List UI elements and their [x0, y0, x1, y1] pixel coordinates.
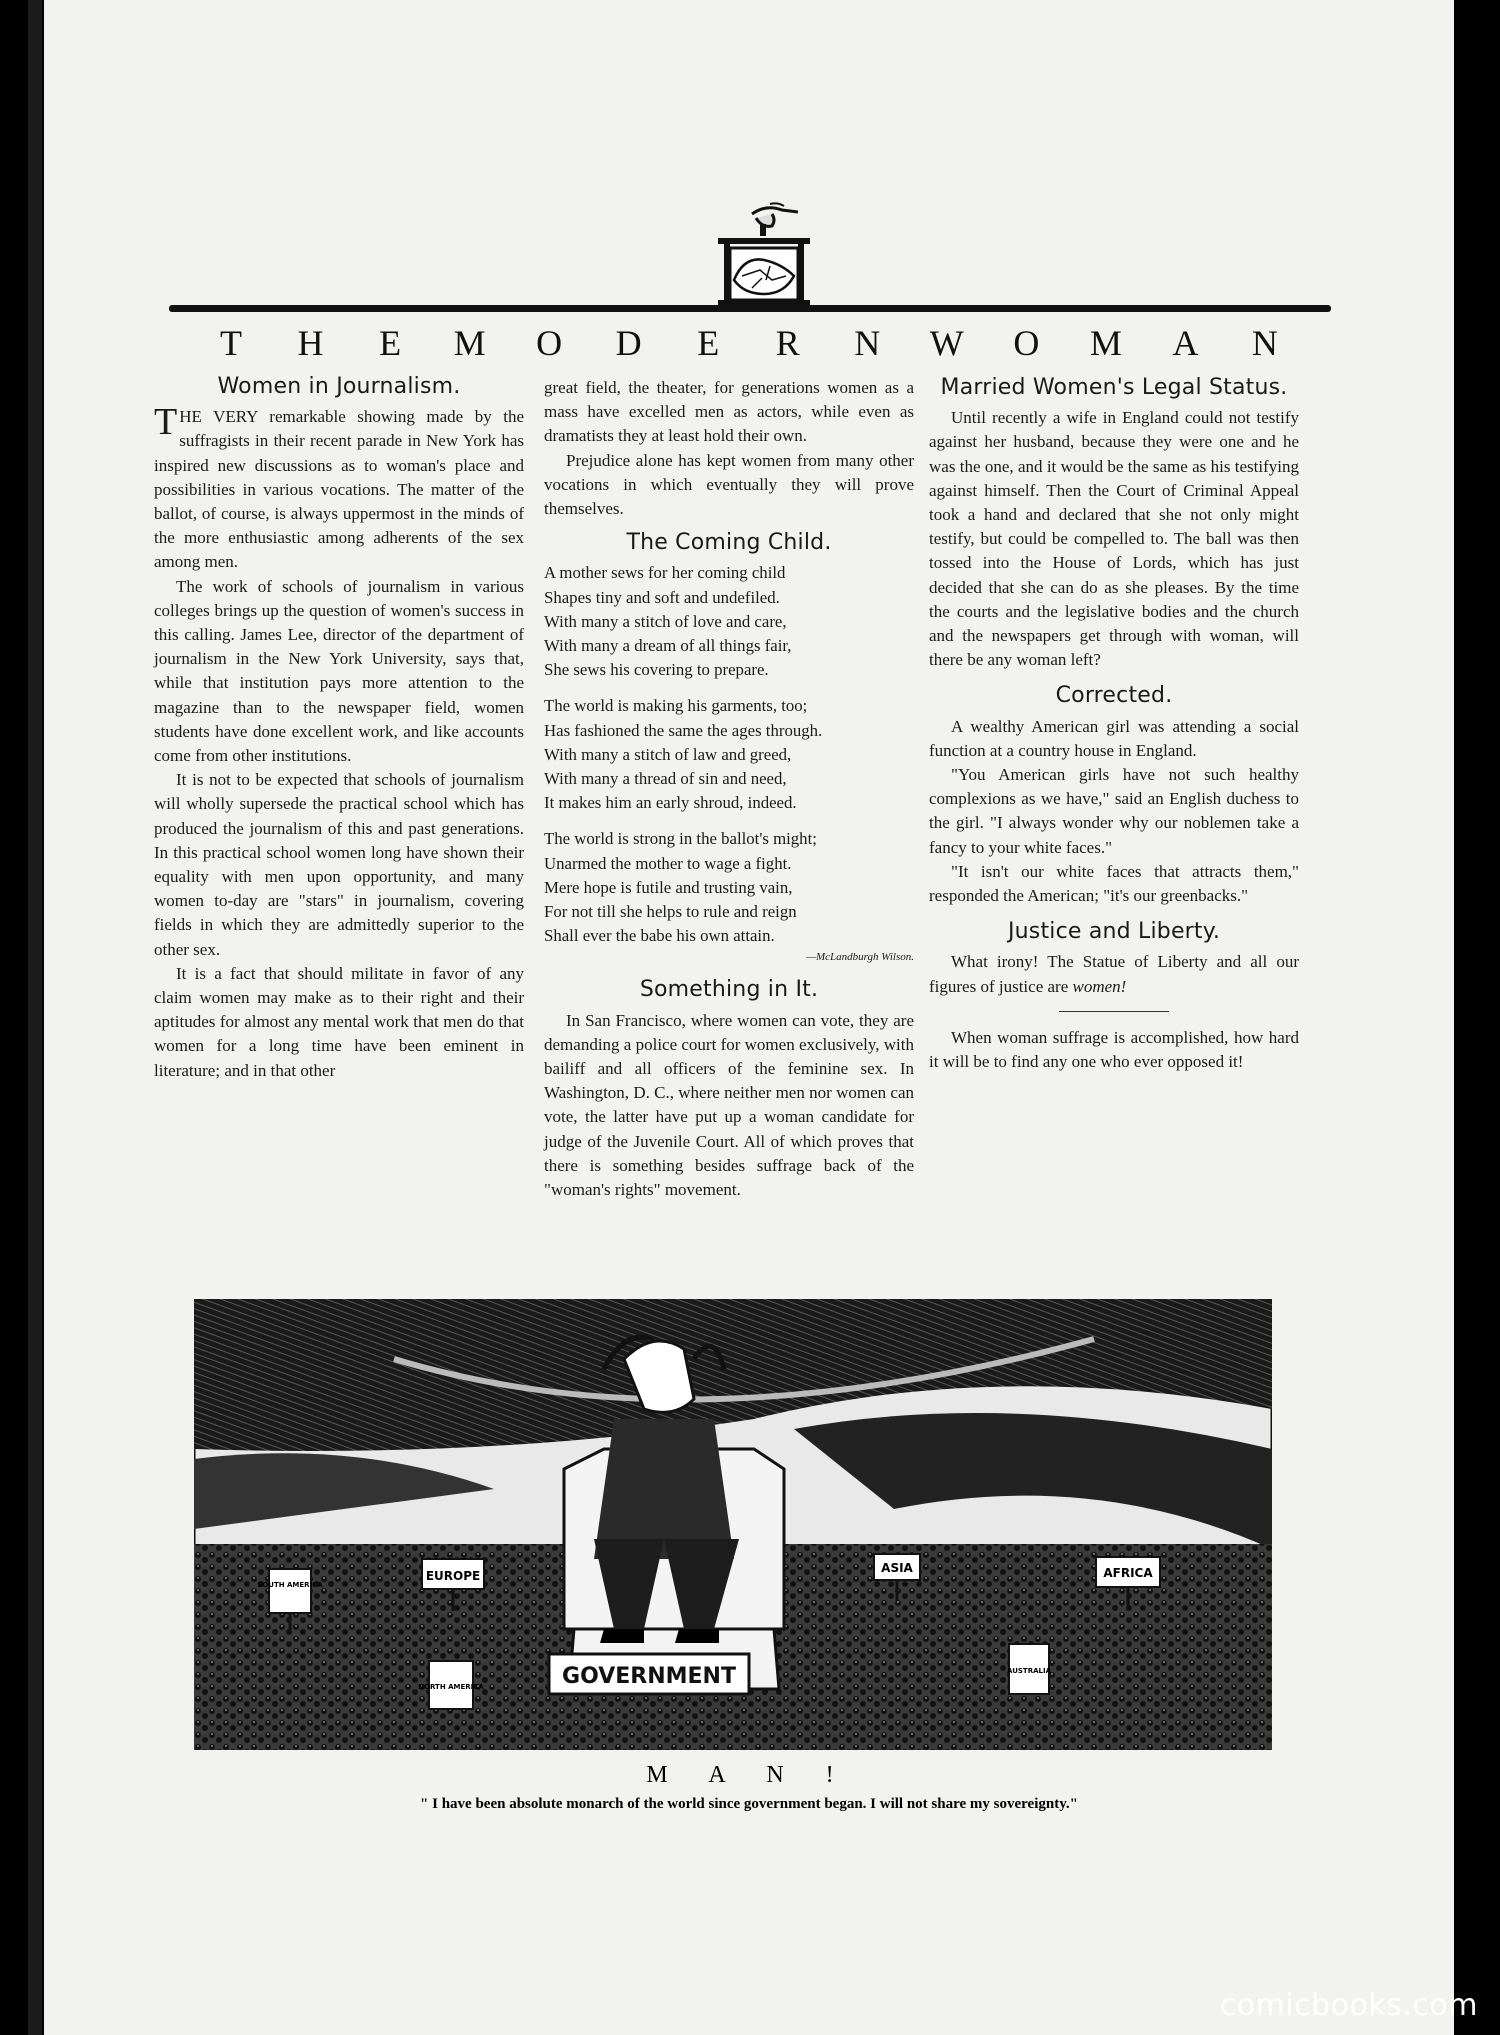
masthead-letter: R — [775, 323, 800, 363]
sign-label: SOUTH AMERICA — [257, 1581, 323, 1589]
article-paragraph — [154, 401, 524, 574]
poem-line: With many a dream of all things fair, — [544, 636, 792, 656]
poem-line: With many a stitch of law and greed, — [544, 744, 792, 764]
section-separator — [1059, 1011, 1169, 1012]
masthead-letter: O — [536, 323, 563, 363]
article-title: Corrected. — [1055, 683, 1173, 709]
article-title: Women in Journalism. — [217, 374, 461, 399]
paragraph-text: HE VERY remarkable showing made by the suffragists in their recent parade in New York has inspired new discussions as to woman's place and possibilities in various vocations. The matter of the ballot, of course, is always uppermost in the minds of the more enthusiastic among adherents of the sex among men. — [154, 407, 524, 572]
masthead-letter: H — [297, 323, 324, 363]
poem-line: With many a thread of sin and need, — [544, 769, 787, 789]
poem-line: It makes him an early shroud, indeed. — [544, 793, 797, 813]
masthead-letter: E — [379, 323, 402, 363]
article-title: Married Women's Legal Status. — [940, 375, 1288, 400]
poem-line: Shapes tiny and soft and undefiled. — [544, 587, 780, 607]
poem-line: She sews his covering to prepare. — [544, 660, 769, 680]
article-paragraph: "It isn't our white faces that attracts them," responded the American; "it's our greenbacks." — [929, 861, 1299, 906]
poem-stanza — [544, 694, 914, 815]
masthead-letter: N — [1251, 323, 1278, 363]
continent-sign — [1007, 1644, 1052, 1694]
article-paragraph: In San Francisco, where women can vote, they are demanding a police court for women exclusively, with bailiff and all officers of the feminine sex. In Washington, D. C., where neither men nor women can vote, the latter have put up a woman candidate for judge of the Juvenile Court. All of which proves that there is something besides suffrage back of the "woman's rights" movement. — [544, 1010, 914, 1200]
poem-line: Has fashioned the same the ages through. — [544, 720, 823, 740]
poem-stanza — [544, 827, 914, 948]
poem-line: Unarmed the mother to wage a fight. — [544, 853, 792, 873]
torch-ornament-icon — [712, 200, 816, 308]
poem-line: The world is strong in the ballot's might; — [544, 829, 817, 849]
cartoon-caption-title: M A N ! — [646, 1762, 852, 1788]
column-3 — [929, 376, 1299, 1074]
government-sign-label: GOVERNMENT — [562, 1664, 736, 1689]
sign-label: EUROPE — [425, 1569, 481, 1583]
masthead-letter: T — [220, 323, 242, 363]
article-paragraph: The work of schools of journalism in various colleges brings up the question of women's success in this calling. James Lee, director of the department of journalism in the New York University, says that, while that institution pays more attention to the magazine than to the newspaper field, women students have done excellent work, and like accounts come from other institutions. — [154, 576, 524, 766]
poem-line: The world is making his garments, too; — [544, 696, 808, 716]
paragraph-text: What irony! The Statue of Liberty and all our figures of justice are — [929, 952, 1299, 996]
poem-line: Mere hope is futile and trusting vain, — [544, 877, 793, 897]
article-paragraph: "You American girls have not such healthy complexions as we have," said an English duchess to the girl. "I always wonder why our noblemen take a fancy to your white faces." — [929, 765, 1299, 857]
masthead-letter: M — [453, 323, 486, 363]
sign-label: ASIA — [881, 1561, 913, 1575]
cartoon-illustration — [194, 1299, 1272, 1750]
article-paragraph — [929, 950, 1299, 998]
poem-line: With many a stitch of love and care, — [544, 611, 787, 631]
poem-line: A mother sews for her coming child — [544, 563, 786, 583]
masthead-letter: W — [929, 323, 964, 363]
column-2 — [544, 376, 914, 1202]
poem-line: Shall ever the babe his own attain. — [544, 926, 775, 946]
sign-label: AUSTRALIA — [1007, 1667, 1051, 1675]
magazine-page — [44, 0, 1454, 2035]
sign-label: AFRICA — [1103, 1566, 1153, 1580]
poem-line: For not till she helps to rule and reign — [544, 902, 797, 922]
drop-cap: T — [154, 401, 178, 444]
article-title: The Coming Child. — [626, 530, 832, 556]
masthead-letter: M — [1089, 323, 1122, 363]
article-paragraph: great field, the theater, for generations women as a mass have excelled men as actors, while even as dramatists they at least hold their own. — [544, 378, 914, 446]
article-paragraph: A wealthy American girl was attending a social function at a country house in England. — [929, 716, 1299, 760]
article-title: Something in It. — [639, 977, 819, 1003]
article-paragraph: It is not to be expected that schools of journalism will wholly supersede the practical school which has produced the journalism of this and past generations. In this practical school women long have shown their equality with men upon opportunity, and many women to-day are "stars" in journalism, covering fields in which they are admittedly superior to the other sex. — [154, 770, 524, 959]
masthead-letter: N — [854, 323, 881, 363]
masthead-letter: D — [615, 323, 642, 363]
article-paragraph: Prejudice alone has kept women from many other vocations in which eventually they will prove themselves. — [544, 450, 914, 519]
article-paragraph: It is a fact that should militate in favor of any claim women may make as to their right and their aptitudes for almost any mental work that men do that women for a long time have been eminent in literature; and in that other — [154, 963, 524, 1080]
masthead-letter: E — [697, 323, 720, 363]
poem-signature: —McLandburgh Wilson. — [806, 951, 914, 964]
sign-label: NORTH AMERICA — [418, 1683, 484, 1691]
article-title: Justice and Liberty. — [1007, 919, 1221, 945]
masthead-letter: O — [1013, 323, 1040, 363]
cartoon-caption-quote: " I have been absolute monarch of the world since government began. I will not share my sovereignty." — [420, 1796, 1078, 1812]
column-1 — [154, 375, 524, 1083]
header-rule — [169, 305, 1331, 312]
emphasis-text: women! — [1072, 976, 1127, 996]
masthead-letter: A — [1172, 323, 1199, 363]
article-paragraph: When woman suffrage is accomplished, how hard it will be to find any one who ever opposed it! — [929, 1027, 1299, 1072]
article-paragraph: Until recently a wife in England could not testify against her husband, because they were one and he was the one, and it would be the same as his testifying against himself. Then the Court of Criminal Appeal took a hand and declared that she not only might testify, but could be compelled to. The ball was then tossed into the House of Lords, which has just decided that she can do as she pleases. By the time the courts and the legislative bodies and the church and the newspapers get through with woman, will there be any woman left? — [929, 408, 1299, 670]
binding-edge — [28, 0, 42, 2035]
watermark: comicbooks.com — [1219, 1988, 1478, 2023]
masthead — [214, 322, 1282, 364]
poem-stanza — [544, 561, 914, 682]
